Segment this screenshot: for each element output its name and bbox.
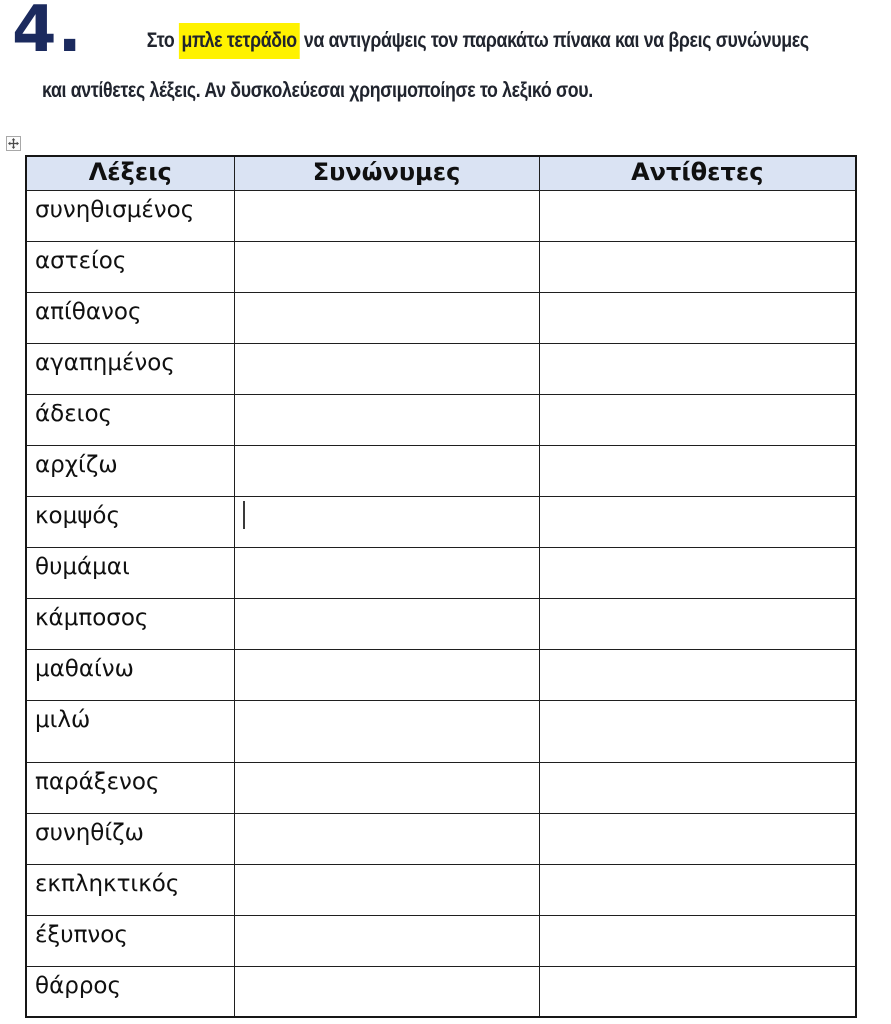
word-cell: κομψός [26, 496, 234, 547]
word-cell: αγαπημένος [26, 343, 234, 394]
antonym-cell[interactable] [539, 496, 856, 547]
synonym-cell[interactable] [234, 292, 539, 343]
word-cell: μαθαίνω [26, 649, 234, 700]
move-cross-icon [8, 138, 19, 149]
antonym-cell[interactable] [539, 762, 856, 813]
word-cell: μιλώ [26, 700, 234, 762]
antonym-cell[interactable] [539, 915, 856, 966]
word-cell: αστείος [26, 241, 234, 292]
table-row [26, 864, 856, 915]
word-cell: θυμάμαι [26, 547, 234, 598]
word-cell: άδειος [26, 394, 234, 445]
antonym-cell[interactable] [539, 813, 856, 864]
table-row [26, 547, 856, 598]
synonym-cell[interactable] [234, 343, 539, 394]
table-row [26, 915, 856, 966]
vocabulary-table [25, 155, 857, 1018]
instruction-line1-rest: να αντιγράψεις τον παρακάτω πίνακα και να βρεις συνώνυμες [299, 29, 809, 52]
antonym-cell[interactable] [539, 966, 856, 1017]
antonym-cell[interactable] [539, 292, 856, 343]
highlighted-text: μπλε τετράδιο [179, 23, 299, 59]
word-cell: αρχίζω [26, 445, 234, 496]
antonym-cell[interactable] [539, 598, 856, 649]
instruction-line2: και αντίθετες λέξεις. Αν δυσκολεύεσαι χρησιμοποίησε το λεξικό σου. [42, 79, 593, 102]
synonym-cell[interactable] [234, 496, 539, 547]
synonym-cell[interactable] [234, 864, 539, 915]
word-cell: συνηθίζω [26, 813, 234, 864]
synonym-cell[interactable] [234, 598, 539, 649]
text-cursor [243, 501, 245, 529]
table-row [26, 394, 856, 445]
word-cell: θάρρος [26, 966, 234, 1017]
exercise-number: 4. [12, 0, 83, 67]
antonym-cell[interactable] [539, 700, 856, 762]
table-row [26, 598, 856, 649]
instruction-text [42, 16, 891, 116]
synonym-cell[interactable] [234, 762, 539, 813]
synonym-cell[interactable] [234, 700, 539, 762]
word-cell: κάμποσος [26, 598, 234, 649]
header-cell-words: Λέξεις [26, 156, 234, 190]
synonym-cell[interactable] [234, 190, 539, 241]
antonym-cell[interactable] [539, 864, 856, 915]
table-row [26, 190, 856, 241]
header-cell-synonyms: Συνώνυμες [234, 156, 539, 190]
table-move-handle[interactable] [6, 136, 21, 151]
table-row [26, 966, 856, 1017]
table-row [26, 649, 856, 700]
table-row [26, 700, 856, 762]
synonym-cell[interactable] [234, 813, 539, 864]
synonym-cell[interactable] [234, 394, 539, 445]
antonym-cell[interactable] [539, 394, 856, 445]
antonym-cell[interactable] [539, 445, 856, 496]
table-row [26, 343, 856, 394]
word-cell: εκπληκτικός [26, 864, 234, 915]
table-row [26, 496, 856, 547]
antonym-cell[interactable] [539, 241, 856, 292]
antonym-cell[interactable] [539, 343, 856, 394]
synonym-cell[interactable] [234, 966, 539, 1017]
word-cell: έξυπνος [26, 915, 234, 966]
instruction-prefix: Στο [146, 29, 179, 52]
synonym-cell[interactable] [234, 547, 539, 598]
table-row [26, 445, 856, 496]
table-row [26, 813, 856, 864]
word-cell: παράξενος [26, 762, 234, 813]
table-header-row [26, 156, 856, 190]
word-cell: συνηθισμένος [26, 190, 234, 241]
antonym-cell[interactable] [539, 547, 856, 598]
antonym-cell[interactable] [539, 190, 856, 241]
table-row [26, 292, 856, 343]
table-row [26, 241, 856, 292]
table-row [26, 762, 856, 813]
synonym-cell[interactable] [234, 241, 539, 292]
synonym-cell[interactable] [234, 915, 539, 966]
word-cell: απίθανος [26, 292, 234, 343]
synonym-cell[interactable] [234, 445, 539, 496]
antonym-cell[interactable] [539, 649, 856, 700]
synonym-cell[interactable] [234, 649, 539, 700]
header-cell-antonyms: Αντίθετες [539, 156, 856, 190]
